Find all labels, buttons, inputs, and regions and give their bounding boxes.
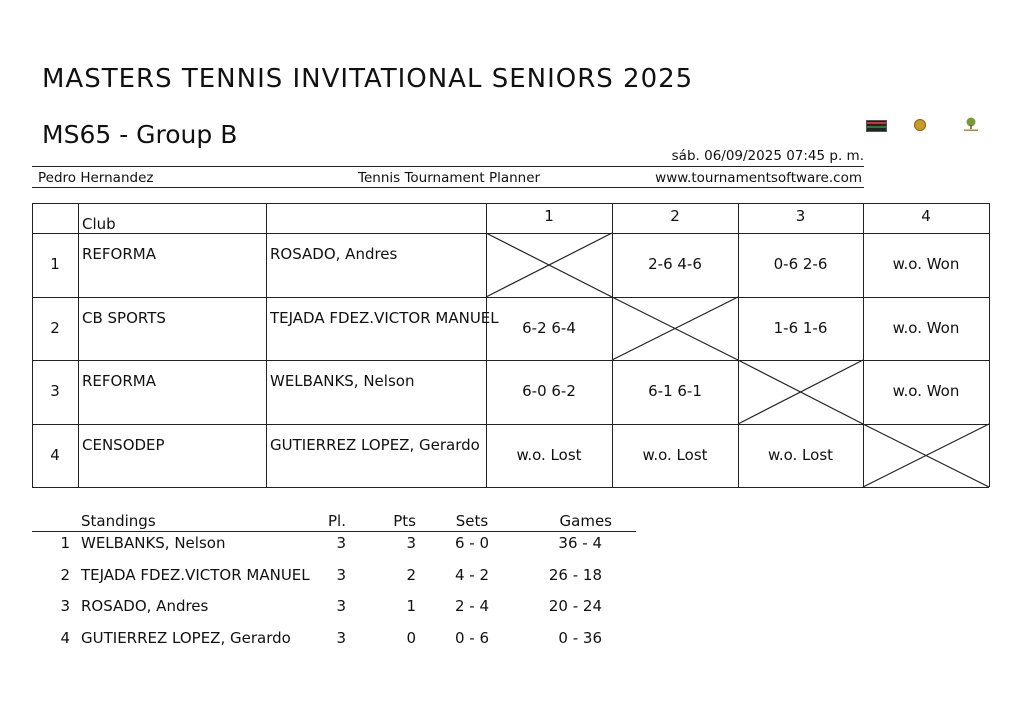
standings-points: 1 [406, 597, 416, 615]
standings-played: 3 [336, 628, 346, 647]
games-header: Games [559, 512, 612, 530]
player-name: GUTIERREZ LOPEZ, Gerardo [270, 436, 480, 454]
club-name: CENSODEP [82, 436, 165, 454]
standings-points: 2 [406, 565, 416, 584]
standings-player-name: ROSADO, Andres [81, 597, 209, 615]
standings-played: 3 [336, 565, 346, 584]
group-title: MS65 - Group B [42, 120, 238, 149]
standings-games: 36 - 4 [558, 534, 602, 552]
standings-games: 0 - 36 [558, 628, 602, 647]
standings-player-name: GUTIERREZ LOPEZ, Gerardo [81, 628, 291, 647]
match-result: w.o. Won [892, 382, 960, 400]
match-result: w.o. Lost [642, 445, 708, 464]
standings-sets: 4 - 2 [454, 565, 490, 584]
organizer-name: Pedro Hernandez [38, 170, 154, 186]
match-result: 6-2 6-4 [522, 318, 576, 337]
match-result: w.o. Lost [767, 445, 834, 464]
standings-player-name: TEJADA FDEZ.VICTOR MANUEL [81, 565, 310, 584]
player-name: TEJADA FDEZ.VICTOR MANUEL [270, 309, 499, 327]
match-result: 6-1 6-1 [648, 382, 702, 400]
grid-col-line [989, 203, 990, 487]
website-link[interactable]: www.tournamentsoftware.com [655, 170, 862, 186]
row-number: 3 [50, 382, 60, 400]
round-robin-grid [32, 203, 989, 487]
club-name: REFORMA [82, 372, 156, 390]
sponsor-flag-logo [866, 120, 887, 132]
standings-points: 0 [406, 628, 416, 647]
standings-table [32, 512, 636, 662]
sets-header: Sets [455, 512, 489, 530]
standings-rule [32, 531, 636, 532]
match-result: w.o. Won [892, 255, 960, 273]
software-name: Tennis Tournament Planner [358, 170, 541, 186]
gold-seal-logo [914, 119, 926, 131]
standings-sets: 2 - 4 [454, 597, 490, 615]
played-header: Pl. [328, 512, 346, 530]
opponent-column-header-2: 2 [670, 207, 680, 225]
row-number: 2 [50, 318, 60, 337]
standings-rank: 3 [60, 597, 70, 615]
standings-player-name: WELBANKS, Nelson [81, 534, 226, 552]
opponent-column-header-1: 1 [544, 207, 554, 225]
row-number: 1 [50, 255, 60, 273]
standings-rank: 1 [60, 534, 70, 552]
opponent-column-header-3: 3 [795, 207, 806, 225]
standings-played: 3 [336, 597, 346, 615]
match-result: 6-0 6-2 [522, 382, 576, 400]
player-name: WELBANKS, Nelson [270, 372, 415, 390]
club-name: REFORMA [82, 245, 156, 263]
header-rule-bottom [32, 187, 864, 188]
match-result: w.o. Won [892, 318, 960, 337]
grid-row-line [32, 487, 989, 488]
tree-logo [962, 116, 980, 132]
club-name: CB SPORTS [82, 309, 166, 327]
match-result: w.o. Lost [516, 445, 582, 464]
player-name: ROSADO, Andres [270, 245, 398, 263]
match-result: 0-6 2-6 [773, 255, 828, 273]
match-result: 2-6 4-6 [648, 255, 702, 273]
standings-header: Standings [81, 512, 156, 530]
self-match-crosses [32, 203, 989, 487]
standings-points: 3 [406, 534, 416, 552]
standings-rank: 2 [60, 565, 70, 584]
standings-games: 20 - 24 [548, 597, 602, 615]
standings-sets: 0 - 6 [454, 628, 490, 647]
print-datetime: sáb. 06/09/2025 07:45 p. m. [671, 148, 864, 164]
page-title: MASTERS TENNIS INVITATIONAL SENIORS 2025 [42, 64, 694, 94]
match-result: 1-6 1-6 [773, 318, 828, 337]
header-rule-top [32, 166, 864, 167]
standings-played: 3 [336, 534, 346, 552]
standings-rank: 4 [60, 628, 70, 647]
standings-sets: 6 - 0 [454, 534, 490, 552]
standings-games: 26 - 18 [548, 565, 602, 584]
opponent-column-header-4: 4 [921, 207, 931, 225]
points-header: Pts [393, 512, 416, 530]
row-number: 4 [50, 445, 60, 464]
club-column-header: Club [82, 215, 116, 233]
